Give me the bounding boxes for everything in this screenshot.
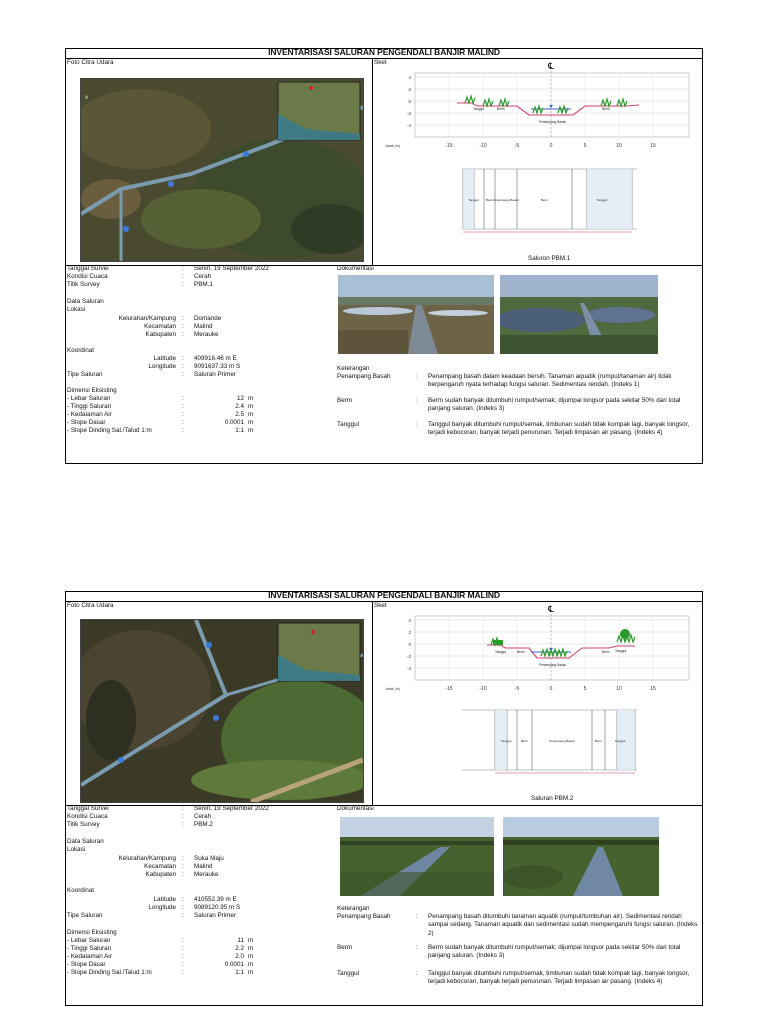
label-penampang: Penampang Basah xyxy=(539,663,567,667)
aerial-map xyxy=(80,619,364,803)
dokumentasi-label: Dokumentasi xyxy=(337,265,374,272)
centerline-symbol: ℄ xyxy=(548,605,554,615)
dim-value: 0.0001 xyxy=(224,961,244,968)
mid-divider xyxy=(66,265,702,266)
x-tick-label: -5 xyxy=(514,143,520,149)
label-penampang: Penampang Basah xyxy=(539,120,567,124)
ket-text: Berm sudah banyak ditumbuhi rumput/semak; dijumpai longsor pada sekitar 50% dari total panjang saluran. (Indeks 3) xyxy=(428,397,681,413)
y-tick-label: 4 xyxy=(408,618,411,623)
weather-value: Cerah xyxy=(194,813,212,820)
documentation-photo-1 xyxy=(338,275,494,354)
cross-section-sketch xyxy=(377,602,703,788)
plan-label-tanggul: Tanggul xyxy=(500,739,512,743)
keterangan-heading: Keterangan xyxy=(337,905,370,912)
x-tick-label: -10 xyxy=(479,143,487,149)
dim-value: 11 xyxy=(237,937,244,944)
dim-label: - Tinggi Saluran xyxy=(67,403,112,410)
dim-value: 0.0001 xyxy=(224,419,244,426)
survey-date-value: Senin, 19 September 2022 xyxy=(194,265,269,272)
column-divider xyxy=(372,601,373,805)
centerline-symbol: ℄ xyxy=(548,62,554,72)
tipe-value: Saluran Primer xyxy=(194,912,236,919)
data-saluran-heading: Data Saluran xyxy=(67,298,104,305)
label-tanggul: Tanggul xyxy=(615,649,627,653)
label-berm: Berm xyxy=(602,650,610,654)
mid-divider xyxy=(66,805,702,806)
kelurahan-label: Kelurahan/Kampung xyxy=(118,315,176,322)
tipe-value: Saluran Primer xyxy=(194,371,236,378)
latitude-label: Latitude xyxy=(153,355,176,362)
ket-label: Penampang Basah xyxy=(337,373,391,380)
x-tick-label: -5 xyxy=(514,686,520,692)
dim-label: - Kedalaman Air xyxy=(67,953,112,960)
x-tick-label: 10 xyxy=(616,686,622,692)
ket-text: Tanggul banyak ditumbuhi rumput/semak, timbunan sudah tidak kompak lagi, banyak longsor, terjadi kebocoran, banyak terjadi penurunan. Terjadi limpasan air pasang. (Indeks 4) xyxy=(428,970,690,986)
cross-section-sketch xyxy=(377,59,703,245)
label-tanggul: Tanggul xyxy=(495,650,507,654)
sketch-caption: Saluran PBM.2 xyxy=(531,795,574,802)
dim-value: 2.0 xyxy=(235,953,244,960)
plan-label-berm: Berm xyxy=(594,739,603,743)
kecamatan-value: Malind xyxy=(194,863,213,870)
dim-unit: m xyxy=(248,411,254,418)
dim-value: 2.5 xyxy=(235,411,244,418)
ket-label: Penampang Basah xyxy=(337,913,391,920)
dim-unit: m xyxy=(248,403,254,410)
dim-label: - Lebar Saluran xyxy=(67,395,111,402)
dim-label: - Slope Dasar xyxy=(67,419,106,426)
x-tick-label: 5 xyxy=(583,143,587,149)
kelurahan-label: Kelurahan/Kampung xyxy=(118,855,176,862)
latitude-value: 410552.39 m E xyxy=(194,896,237,903)
dim-label: - Slope Dinding Sal./Talud 1:m xyxy=(67,969,152,976)
plan-label-berm: Berm xyxy=(485,198,494,202)
kabupaten-value: Merauke xyxy=(194,331,219,338)
documentation-photo-2 xyxy=(500,275,658,354)
kecamatan-label: Kecamatan xyxy=(144,863,176,870)
tree xyxy=(620,629,630,639)
dim-unit: m xyxy=(248,395,254,402)
documentation-photo-2 xyxy=(503,817,659,896)
sheet-title: INVENTARISASI SALURAN PENGENDALI BANJIR MALIND xyxy=(268,47,500,57)
x-tick-label: 15 xyxy=(650,143,656,149)
survey-date-value: Senin, 19 September 2022 xyxy=(194,805,269,812)
y-tick-label: -2 xyxy=(406,111,411,116)
foto-label: Foto Citra Udara xyxy=(67,59,114,66)
dim-value: 2.2 xyxy=(235,945,244,952)
water-level-marker xyxy=(549,105,553,108)
shrub xyxy=(493,640,503,645)
dim-unit: m xyxy=(248,937,254,944)
plan-label-berm: Berm xyxy=(540,198,549,202)
y-tick-label: -4 xyxy=(406,123,411,128)
latitude-value: 409916.46 m E xyxy=(194,355,237,362)
weather-label: Kondisi Cuaca xyxy=(67,273,108,280)
dim-label: - Slope Dasar xyxy=(67,961,106,968)
dim-unit: m xyxy=(248,419,254,426)
svg-text:N: N xyxy=(85,95,88,100)
dimensi-heading: Dimensi Eksisting xyxy=(67,929,117,936)
y-tick-label: -2 xyxy=(406,654,411,659)
foto-label: Foto Citra Udara xyxy=(67,602,114,609)
kelurahan-value: Suka Maju xyxy=(194,855,224,862)
dim-unit: m xyxy=(248,945,254,952)
column-divider xyxy=(372,58,373,265)
y-tick-label: 0 xyxy=(408,99,411,104)
vegetation xyxy=(499,99,509,106)
dim-value: 12 xyxy=(236,395,244,402)
vegetation xyxy=(601,99,611,106)
ket-text: Tanggul banyak ditumbuhi rumput/semak, timbunan sudah tidak kompak lagi, banyak longsor, terjadi kebocoran, banyak terjadi penurunan. Terjadi limpasan air pasang. (Indeks 4) xyxy=(428,421,690,437)
dim-label: - Slope Dinding Sal./Talud 1:m xyxy=(67,427,152,434)
sheet-2: INVENTARISASI SALURAN PENGENDALI BANJIR MALIND Foto Citra Udara Sket 4 2 0 -2 -4 -15 -10 -5 0 5 10 15 Jarak (m) ℄ Tanggul Berm Penampang Basah Berm Tanggul Tanggul Berm Penampang Basah Berm Tanggul Saluran PBM.2 Tanggal Survei : Senin, 19 September 2022 Kondisi Cuaca : Cerah Titik Survey : PBM.2 Dokumentasi Data Saluran Lokasi Kelurahan/Kampung : Suka Maju Kecamatan : Malind Kabupaten : Merauke Koordinat Latitude : 410552.39 m E Longitude : 9089120.95 m S Tipe Saluran : Saluran Primer Dimensi Eksisting - Lebar Saluran : 11 m - Tinggi Saluran : 2.2 m - Kedalaman Air : 2.0 m - Slope Dasar : 0.0001 m - Slope Dinding Sal./Talud 1:m : 1:1 m Keterangan Penampang Basah : Penampang basah ditumbuhi tanaman aquatik (rumput/tumbuhan air). Sedimentasi rendah sampai sedang. Tanaman aquatik dan sedimentasi sudah mempengaruhi fungsi saluran. (Indeks 2) Berm : Berm sudah banyak ditumbuhi rumput/semak; dijumpai longsor pada sekitar 50% dari total panjang saluran. (Indeks 3) Tanggul : Tanggul banyak ditumbuhi rumput/semak, timbunan sudah tidak kompak lagi, banyak longsor, terjadi kebocoran, banyak terjadi penurunan. Terjadi limpasan air pasang. (Indeks 4) xyxy=(65,591,703,1006)
plan-label-tanggul: Tanggul xyxy=(596,198,608,202)
kecamatan-value: Malind xyxy=(194,323,213,330)
ket-text: Penampang basah ditumbuhi tanaman aquatik (rumput/tumbuhan air). Sedimentasi rendah sampai sedang. Tanaman aquatik dan sedimentasi sudah mempengaruhi fungsi saluran. (Indeks 2) xyxy=(428,913,698,937)
sheet-1: INVENTARISASI SALURAN PENGENDALI BANJIR MALIND Foto Citra Udara Sket N 4 2 0 -2 -4 -15 -10 -5 0 5 10 15 Jarak (m) ℄ Tanggul Berm Penampang Basah Berm Tanggul Berm Penampang Basah Berm Tanggul Saluron PBM.1 Tanggal Survei : Senin, 19 September 2022 Kondisi Cuaca : Cerah Titik Survey : PBM.1 Dokumentasi Data Saluran Lokasi Kelurahan/Kampung : Domande Kecamatan : Malind Kabupaten : Merauke Koordinat Latitude : 409916.46 m E Longitude : 9091637.33 m S Tipe Saluran : Saluran Primer Dimensi Eksisting - Lebar Saluran : 12 m - Tinggi Saluran : 2.4 m - Kedalaman Air : 2.5 m - Slope Dasar : 0.0001 m - Slope Dinding Sal./Talud 1:m : 1:1 m Keterangan Penampang Basah : Penampang basah dalam keadaan bersih. Tanaman aquatik (rumput/tanaman air) tidak berpengaruh nyata terhadap fungsi saluran. Sedimentasi rendah. (Indeks 1) Berm : Berm sudah banyak ditumbuhi rumput/semak; dijumpai longsor pada sekitar 50% dari total panjang saluran. (Indeks 3) Tanggul : Tanggul banyak ditumbuhi rumput/semak, timbunan sudah tidak kompak lagi, banyak longsor, terjadi kebocoran, banyak terjadi penurunan. Terjadi limpasan air pasang. (Indeks 4) xyxy=(65,48,703,464)
dim-label: - Kedalaman Air xyxy=(67,411,112,418)
dokumentasi-label: Dokumentasi xyxy=(337,805,374,812)
plan-label-tanggul: Tanggul xyxy=(468,198,479,202)
lokasi-heading: Lokasi xyxy=(67,306,86,313)
y-tick-label: 2 xyxy=(408,87,411,92)
y-tick-label: -4 xyxy=(406,666,411,671)
plan-label-penampang: Penampang Basah xyxy=(493,198,519,202)
weather-value: Cerah xyxy=(194,273,212,280)
dim-value: 2.4 xyxy=(235,403,244,410)
plan-label-penampang: Penampang Basah xyxy=(549,739,575,743)
y-tick-label: 4 xyxy=(408,75,411,80)
x-tick-label: 0 xyxy=(549,686,553,692)
survey-point-label: Titik Survey xyxy=(67,281,100,288)
kabupaten-value: Merauke xyxy=(194,871,219,878)
y-tick-label: 0 xyxy=(408,642,411,647)
x-tick-label: 10 xyxy=(616,143,622,149)
x-tick-label: 15 xyxy=(650,686,656,692)
plan-label-tanggul: Tanggul xyxy=(614,739,626,743)
sheet-title: INVENTARISASI SALURAN PENGENDALI BANJIR MALIND xyxy=(268,590,500,600)
survey-point-label: Titik Survey xyxy=(67,821,100,828)
survey-point-value: PBM.2 xyxy=(194,821,213,828)
survey-date-label: Tanggal Survei xyxy=(67,265,109,272)
label-berm: Berm xyxy=(497,107,505,111)
lokasi-heading: Lokasi xyxy=(67,846,86,853)
latitude-label: Latitude xyxy=(153,896,176,903)
x-tick-label: -15 xyxy=(445,686,453,692)
x-tick-label: 5 xyxy=(583,686,587,692)
plan-label-berm: Berm xyxy=(520,739,529,743)
ket-text: Penampang basah dalam keadaan bersih. Tanaman aquatik (rumput/tanaman air) tidak berpengaruh nyata terhadap fungsi saluran. Sedimentasi rendah. (Indeks 1) xyxy=(428,373,672,389)
dim-unit: m xyxy=(248,953,254,960)
kelurahan-value: Domande xyxy=(194,315,222,322)
sket-label: Sket xyxy=(374,59,387,66)
dimensi-heading: Dimensi Eksisting xyxy=(67,387,117,394)
vegetation xyxy=(483,99,493,106)
y-tick-label: 2 xyxy=(408,630,411,635)
ket-text: Berm sudah banyak ditumbuhi rumput/semak; dijumpai longsor pada sekitar 50% dari total panjang saluran. (Indeks 3) xyxy=(428,944,681,960)
x-axis-label: Jarak (m) xyxy=(385,687,400,691)
documentation-photo-1 xyxy=(340,817,494,896)
dim-label: - Lebar Saluran xyxy=(67,937,111,944)
longitude-value: 9089120.95 m S xyxy=(194,904,241,911)
vegetation xyxy=(617,99,627,106)
x-tick-label: -10 xyxy=(479,686,487,692)
tipe-label: Tipe Saluran xyxy=(67,371,103,378)
ket-label: Berm xyxy=(337,944,353,951)
dim-unit: m xyxy=(248,961,254,968)
label-berm: Berm xyxy=(517,650,525,654)
dim-label: - Tinggi Saluran xyxy=(67,945,112,952)
ket-label: Berm xyxy=(337,397,353,404)
ket-label: Tanggul xyxy=(337,970,360,977)
weather-label: Kondisi Cuaca xyxy=(67,813,108,820)
longitude-label: Longitude xyxy=(148,904,176,911)
tipe-label: Tipe Saluran xyxy=(67,912,103,919)
data-saluran-heading: Data Saluran xyxy=(67,838,104,845)
x-tick-label: 0 xyxy=(549,143,553,149)
dim-value: 1:1 xyxy=(235,427,244,434)
koordinat-heading: Koordinat xyxy=(67,887,94,894)
plan-tanggul-strip xyxy=(587,169,632,229)
koordinat-heading: Koordinat xyxy=(67,347,94,354)
keterangan-heading: Keterangan xyxy=(337,365,370,372)
x-axis-label: Jarak (m) xyxy=(385,144,400,148)
dim-value: 1:1 xyxy=(235,969,244,976)
sketch-caption: Saluron PBM.1 xyxy=(528,255,571,262)
longitude-label: Longitude xyxy=(148,363,176,370)
kabupaten-label: Kabupaten xyxy=(145,871,176,878)
sket-label: Sket xyxy=(374,602,387,609)
label-berm: Berm xyxy=(602,107,610,111)
kabupaten-label: Kabupaten xyxy=(145,331,176,338)
longitude-value: 9091637.33 m S xyxy=(194,363,241,370)
kecamatan-label: Kecamatan xyxy=(144,323,176,330)
survey-date-label: Tanggal Survei xyxy=(67,805,109,812)
dim-unit: m xyxy=(248,969,254,976)
dim-unit: m xyxy=(248,427,254,434)
x-tick-label: -15 xyxy=(445,143,453,149)
ket-label: Tanggul xyxy=(337,421,360,428)
aerial-map xyxy=(80,78,364,262)
survey-point-value: PBM.1 xyxy=(194,281,213,288)
vegetation xyxy=(465,96,475,103)
label-tanggul: Tanggul xyxy=(473,107,485,111)
